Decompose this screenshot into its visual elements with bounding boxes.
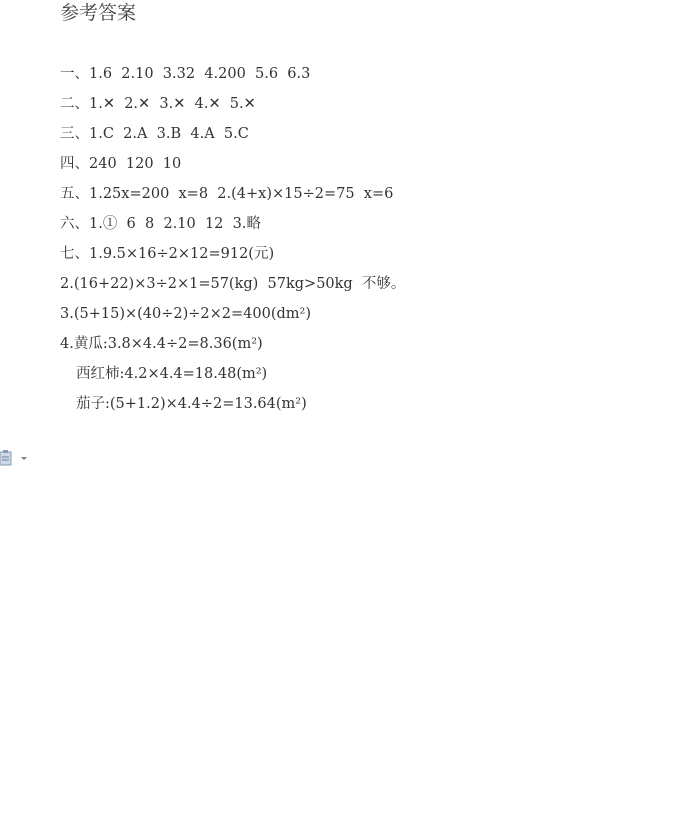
answer-line: 一、1.6 2.10 3.32 4.200 5.6 6.3 bbox=[60, 66, 311, 82]
answer-line: 西红柿:4.2×4.4=18.48(m²) bbox=[76, 366, 268, 382]
answer-line: 四、240 120 10 bbox=[60, 156, 182, 172]
page-title: 参考答案 bbox=[60, 2, 137, 24]
answer-line: 4.黄瓜:3.8×4.4÷2=8.36(m²) bbox=[60, 336, 263, 352]
page-corner-mark bbox=[40, 818, 60, 824]
page-corner-mark bbox=[638, 818, 658, 824]
answer-line: 五、1.25x=200 x=8 2.(4+x)×15÷2=75 x=6 bbox=[60, 186, 394, 202]
answer-line: 3.(5+15)×(40÷2)÷2×2=400(dm²) bbox=[60, 306, 311, 322]
answer-line: 七、1.9.5×16÷2×12=912(元) bbox=[60, 246, 275, 262]
answer-line: 六、1.① 6 8 2.10 12 3.略 bbox=[60, 216, 261, 232]
answer-line: 茄子:(5+1.2)×4.4÷2=13.64(m²) bbox=[76, 396, 307, 412]
answer-line: 2.(16+22)×3÷2×1=57(kg) 57kg>50kg 不够。 bbox=[60, 276, 406, 292]
answer-line: 二、1.✕ 2.✕ 3.✕ 4.✕ 5.✕ bbox=[60, 96, 256, 112]
answer-line: 三、1.C 2.A 3.B 4.A 5.C bbox=[60, 126, 249, 142]
paste-options-icon[interactable] bbox=[0, 450, 30, 468]
paste-options-icon-graphic bbox=[0, 450, 30, 468]
